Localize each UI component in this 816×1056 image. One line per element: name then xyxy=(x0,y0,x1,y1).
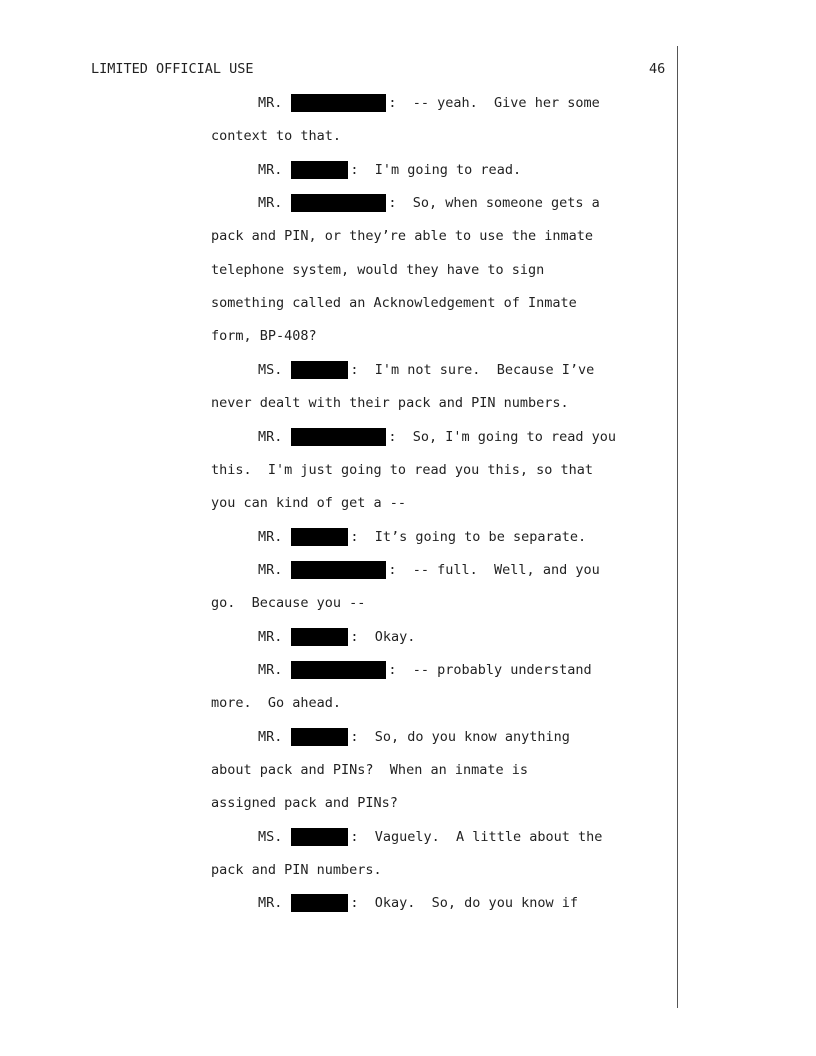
margin-rule xyxy=(677,46,678,1008)
line-text: go. Because you -- xyxy=(211,595,366,612)
redaction-box xyxy=(291,628,348,646)
transcript-line xyxy=(0,860,676,880)
redaction-box xyxy=(291,161,348,179)
line-text: : -- probably understand xyxy=(388,661,592,678)
transcript-line xyxy=(0,593,676,613)
speaker-title: MS. xyxy=(258,828,283,845)
redaction-box xyxy=(291,428,386,446)
transcript-line xyxy=(0,627,676,647)
transcript-line xyxy=(0,427,676,447)
transcript-line xyxy=(0,260,676,280)
redaction-box xyxy=(291,561,386,579)
transcript-line xyxy=(0,126,676,146)
line-text: : I'm going to read. xyxy=(350,161,522,178)
line-text: assigned pack and PINs? xyxy=(211,795,398,812)
speaker-line xyxy=(258,827,602,847)
speaker-title: MR. xyxy=(258,95,283,111)
transcript-line xyxy=(0,793,676,813)
line-text: : -- yeah. Give her some xyxy=(388,95,600,111)
continuation-line xyxy=(211,326,317,346)
continuation-line xyxy=(211,226,593,246)
transcript-line xyxy=(0,293,676,313)
transcript-line xyxy=(0,760,676,780)
speaker-title: MR. xyxy=(258,161,283,178)
line-text: : So, when someone gets a xyxy=(388,195,600,212)
speaker-line xyxy=(258,560,600,580)
speaker-line xyxy=(258,360,594,380)
line-text: : So, do you know anything xyxy=(350,728,570,745)
transcript-line xyxy=(0,160,676,180)
line-text: never dealt with their pack and PIN numbers. xyxy=(211,395,569,412)
speaker-line xyxy=(258,193,600,213)
transcript-line xyxy=(0,326,676,346)
continuation-line xyxy=(211,293,577,313)
transcript-line xyxy=(0,93,676,113)
classification-header: LIMITED OFFICIAL USE xyxy=(91,61,254,77)
line-text: : Okay. xyxy=(350,628,416,645)
continuation-line xyxy=(211,693,341,713)
redaction-box xyxy=(291,728,348,746)
transcript-line xyxy=(0,493,676,513)
continuation-line xyxy=(211,126,341,146)
speaker-line xyxy=(258,727,570,747)
line-text: something called an Acknowledgement of Inmate xyxy=(211,295,577,312)
speaker-line xyxy=(258,93,600,113)
line-text: about pack and PINs? When an inmate is xyxy=(211,762,528,778)
transcript-line xyxy=(0,727,676,747)
redaction-box xyxy=(291,528,348,546)
transcript-line xyxy=(0,193,676,213)
redaction-box xyxy=(291,828,348,846)
transcript-line xyxy=(0,226,676,246)
continuation-line xyxy=(211,860,382,880)
line-text: : It’s going to be separate. xyxy=(350,528,587,545)
continuation-line xyxy=(211,760,528,780)
continuation-line xyxy=(211,793,398,813)
transcript-line xyxy=(0,693,676,713)
speaker-title: MR. xyxy=(258,728,283,745)
transcript-line xyxy=(0,660,676,680)
continuation-line xyxy=(211,393,569,413)
speaker-line xyxy=(258,627,415,647)
redaction-box xyxy=(291,194,386,212)
speaker-title: MR. xyxy=(258,561,283,578)
redaction-box xyxy=(291,661,386,679)
line-text: more. Go ahead. xyxy=(211,695,342,712)
speaker-line xyxy=(258,893,578,913)
transcript-line xyxy=(0,360,676,380)
line-text: pack and PIN, or they’re able to use the inmate xyxy=(211,228,594,245)
transcript-line xyxy=(0,527,676,547)
continuation-line xyxy=(211,460,593,480)
speaker-title: MR. xyxy=(258,895,283,912)
speaker-title: MR. xyxy=(258,628,283,645)
speaker-title: MR. xyxy=(258,528,283,545)
speaker-title: MR. xyxy=(258,661,283,678)
line-text: this. I'm just going to read you this, so that xyxy=(211,461,594,478)
speaker-title: MR. xyxy=(258,428,283,445)
redaction-box xyxy=(291,94,386,112)
line-text: form, BP-408? xyxy=(211,328,317,345)
speaker-title: MS. xyxy=(258,361,283,378)
speaker-line xyxy=(258,427,616,447)
speaker-line xyxy=(258,527,586,547)
line-text: : I'm not sure. Because I’ve xyxy=(350,361,595,378)
line-text: : Vaguely. A little about the xyxy=(350,828,603,845)
speaker-line xyxy=(258,660,592,680)
line-text: : -- full. Well, and you xyxy=(388,561,600,578)
continuation-line xyxy=(211,260,544,280)
speaker-line xyxy=(258,160,521,180)
redaction-box xyxy=(291,361,348,379)
transcript-line xyxy=(0,460,676,480)
transcript-line xyxy=(0,827,676,847)
line-text: pack and PIN numbers. xyxy=(211,862,382,879)
continuation-line xyxy=(211,593,365,613)
transcript-line xyxy=(0,560,676,580)
transcript-line xyxy=(0,893,676,913)
line-text: : So, I'm going to read you xyxy=(388,428,616,445)
redaction-box xyxy=(291,894,348,912)
transcript-line xyxy=(0,393,676,413)
page-number: 46 xyxy=(649,61,666,77)
line-text: : Okay. So, do you know if xyxy=(350,895,578,912)
line-text: context to that. xyxy=(211,128,342,145)
continuation-line xyxy=(211,493,406,513)
line-text: you can kind of get a -- xyxy=(211,495,407,512)
line-text: telephone system, would they have to sign xyxy=(211,261,545,278)
speaker-title: MR. xyxy=(258,195,283,212)
